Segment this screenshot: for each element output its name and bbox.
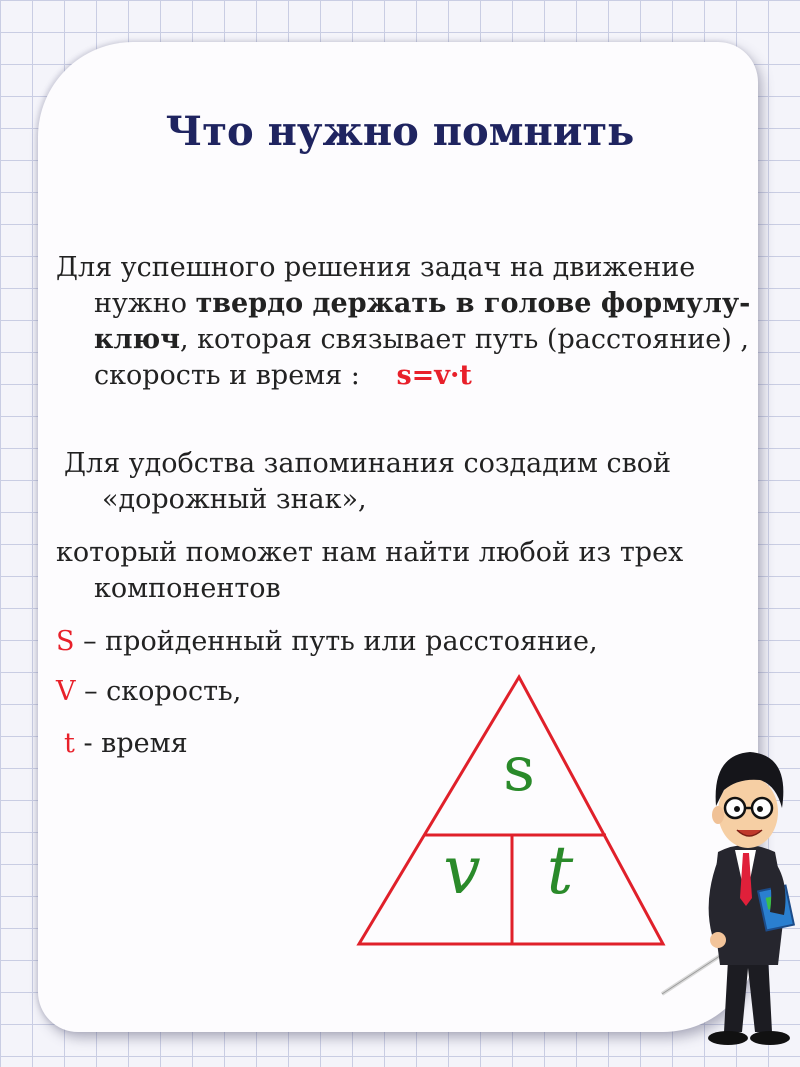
teacher-shoe-left <box>708 1031 748 1045</box>
formula-triangle <box>359 677 663 944</box>
triangle-letter-s: s <box>503 732 535 805</box>
definition-t-text: - время <box>74 728 188 759</box>
sign-paragraph: Для удобства запоминания создадим свой «дорожный знак», <box>64 448 672 515</box>
teacher-hand-left <box>710 932 726 948</box>
definition-v-symbol: V <box>56 676 76 707</box>
triangle-letter-t: t <box>546 832 574 909</box>
definition-t-symbol: t <box>64 728 75 759</box>
formula: s=v·t <box>396 360 472 391</box>
triangle-letter-v: v <box>443 832 481 909</box>
definition-s-text: – пройденный путь или расстояние, <box>74 626 598 657</box>
teacher-shoe-right <box>750 1031 790 1045</box>
teacher-legs <box>724 955 772 1032</box>
components-paragraph: который поможет нам найти любой из трех компонентов <box>56 537 684 604</box>
definition-s-symbol: S <box>56 626 75 657</box>
intro-text-end: , которая связывает путь (расстояние) , скорость и время : <box>94 324 749 391</box>
page-title: Что нужно помнить <box>165 108 635 155</box>
definition-v-text: – скорость, <box>75 676 242 707</box>
intro-text-start: Для успешного решения задач на движение нужно <box>56 252 696 319</box>
cartoon-teacher-illustration <box>662 752 794 1045</box>
intro-text-bold: твердо держать в голове формулу-ключ <box>94 288 751 355</box>
